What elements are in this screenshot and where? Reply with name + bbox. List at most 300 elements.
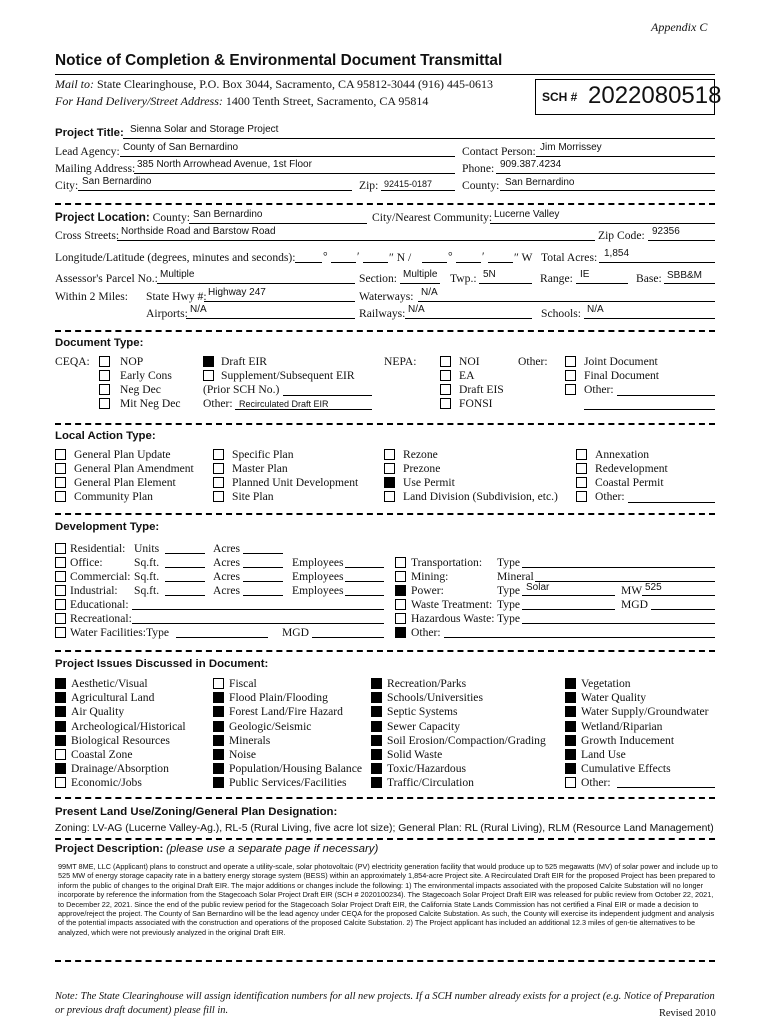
mit-neg-dec-label: Mit Neg Dec [120,397,181,410]
contact-line [536,156,715,157]
issue-recreation-parks-label: Recreation/Parks [387,677,467,690]
issue-septic-systems-label: Septic Systems [387,705,458,719]
trans-type-field[interactable] [522,567,715,568]
section-divider [55,838,715,840]
water-mgd-label: MGD [282,626,310,639]
sp-checkbox[interactable] [213,449,224,460]
cross-line [117,240,595,241]
mw-field[interactable]: 525 [645,582,662,593]
issue-minerals-checkbox[interactable] [213,735,224,746]
power-checkbox[interactable] [395,585,406,596]
lat-deg-symbol: ° [323,250,328,263]
issue-water-supply-groundwater-checkbox[interactable] [565,706,576,717]
ind-acres-field[interactable] [243,595,283,596]
longlat-label: Longitude/Latitude (degrees, minutes and seconds): [55,251,296,264]
residential-label: Residential: [70,542,126,555]
res-acres-label: Acres [213,542,241,555]
haz-type-label: Type [497,612,521,625]
issue-aesthetic-visual-label: Aesthetic/Visual [71,677,148,690]
issue-aesthetic-visual-checkbox[interactable] [55,678,66,689]
section-field[interactable]: Multiple [403,269,438,280]
airports-line [186,318,355,319]
supplement-label: Supplement/Subsequent EIR [221,369,355,382]
mining-label: Mining: [411,570,449,583]
railways-line [405,318,532,319]
power-type-field[interactable]: Solar [526,582,550,593]
pud-checkbox[interactable] [213,477,224,488]
supplement-checkbox[interactable] [203,370,214,381]
apn-field[interactable]: Multiple [160,269,195,280]
issue-fiscal-checkbox[interactable] [213,678,224,689]
description-text[interactable]: 99MT 8ME, LLC (Applicant) plans to construct and operate a utility-scale, solar photovoltaic (PV) electricity generation facility that would produce up to 525 megawatts (MV) of solar power and include up to 525 MW of energy storage capacity rate in a battery energy storage system (BESS) within an approximately 1,854-acre Project site. A Recirculated Draft EIR for the proposed Project has been prepared to inform the public of changes to the original Draft EIR. The major additions or changes include the following: 1) The environmental impacts associated with the proposed Calcite Substation will no longer incorporate by reference the information from the Stagecoach Solar Project Draft EIR (SCH # 2020100234). The Stagecoach Solar Project Draft EIR was released for public review from October 22, 2021, to December 22, 2021. Since the end of the public review period for the Stagecoach Solar Project Draft EIR, the California State Lands Commission has not certified a Final EIR or made a decision to approve/reject the project. The County of San Bernardino will be the lead agency under CEQA for the proposed Calcite Substation. As such, the County will exercise its independent judgment and analysis of the potential impacts associated with the construction and operations of the proposed Calcite Substation. 2) The Project applicant has included an additional 12.3 miles of gen-tie alternatives to be analyzed, which were not previously analyzed in the original Draft EIR. [58,862,718,937]
local-heading: Local Action Type: [55,430,156,442]
section-divider [55,203,715,205]
issue-geologic-seismic-label: Geologic/Seismic [229,719,312,733]
issue-recreation-parks-checkbox[interactable] [371,678,382,689]
ind-employees-field[interactable] [345,595,384,596]
hand-delivery: For Hand Delivery/Street Address: 1400 Tenth Street, Sacramento, CA 95814 [55,94,429,108]
issue-air-quality-checkbox[interactable] [55,706,66,717]
issue-traffic-circulation-checkbox[interactable] [371,777,382,788]
issue-biological-resources-checkbox[interactable] [55,735,66,746]
issue-flood-plain-flooding-checkbox[interactable] [213,692,224,703]
hazardous-label: Hazardous Waste: [411,612,495,625]
other2-label: Other: [518,355,548,368]
draft-eir-checkbox[interactable] [203,356,214,367]
local-other-field[interactable] [628,502,715,503]
hazardous-checkbox[interactable] [395,613,406,624]
redev-label: Redevelopment [595,462,668,475]
mailing-field[interactable]: 385 North Arrowhead Avenue, 1st Floor [137,159,312,170]
issue-schools-universities-label: Schools/Universities [387,691,483,705]
nepa-label: NEPA: [384,355,417,368]
issue-drainage-absorption-label: Drainage/Absorption [71,762,169,776]
issue-vegetation-checkbox[interactable] [565,678,576,689]
issue-public-services-facilities-label: Public Services/Facilities [229,776,347,790]
section-label: Section: [359,272,397,285]
issue-air-quality-label: Air Quality [71,705,125,719]
landuse-text[interactable]: Zoning: LV-AG (Lucerne Valley-Ag.), RL-5 (Rural Living, five acre lot size); General Plan: RL (Rural Living), RLM (Resource Land Management) [55,823,714,834]
land-division-checkbox[interactable] [384,491,395,502]
dev-other-label: Other: [411,626,441,639]
office-sqft-field[interactable] [165,567,205,568]
dev-other-checkbox[interactable] [395,627,406,638]
issue-traffic-circulation-label: Traffic/Circulation [387,776,474,790]
railways-label: Railways: [359,307,406,320]
mp-checkbox[interactable] [213,463,224,474]
twp-line [479,283,532,284]
land-division-label: Land Division (Subdivision, etc.) [403,490,558,503]
issue-minerals-label: Minerals [229,733,271,747]
gpa-checkbox[interactable] [55,463,66,474]
issue-economic-jobs-checkbox[interactable] [55,777,66,788]
office-employees-field[interactable] [345,567,384,568]
mineral-field[interactable] [535,581,715,582]
phone-line [496,173,715,174]
issue-soil-erosion-compaction-grading-label: Soil Erosion/Compaction/Grading [387,733,546,747]
acres-field[interactable]: 1,854 [604,248,630,259]
water-mgd-field[interactable] [312,637,384,638]
issue-agricultural-land-checkbox[interactable] [55,692,66,703]
landuse-heading: Present Land Use/Zoning/General Plan Designation: [55,806,338,818]
issue-coastal-zone-checkbox[interactable] [55,749,66,760]
phone-field[interactable]: 909.387.4234 [500,159,562,170]
neg-dec-checkbox[interactable] [99,384,110,395]
waste-mgd-field[interactable] [651,609,715,610]
annex-label: Annexation [595,448,650,461]
issue-sewer-capacity-checkbox[interactable] [371,721,382,732]
ind-sqft-field[interactable] [165,595,205,596]
contact-label: Contact Person: [462,145,536,158]
rezone-checkbox[interactable] [384,449,395,460]
waste-checkbox[interactable] [395,599,406,610]
hwy-field[interactable]: Highway 247 [208,287,266,298]
city-field[interactable]: San Bernardino [82,176,152,187]
educational-field[interactable] [132,609,384,610]
final-label: Final Document [584,369,660,382]
units-field[interactable] [165,553,205,554]
issue-noise-checkbox[interactable] [213,749,224,760]
cp-checkbox[interactable] [55,491,66,502]
site-plan-checkbox[interactable] [213,491,224,502]
appendix-label: Appendix C [651,20,708,34]
lat-min-symbol: ′ [357,250,360,263]
range-line [576,283,628,284]
doctype-heading: Document Type: [55,337,144,349]
power-label: Power: [411,584,444,597]
zipcode-label: Zip Code: [598,229,645,242]
title-rule [55,74,715,75]
early-cons-label: Early Cons [120,369,172,382]
water-type-field[interactable] [176,637,268,638]
issue-cumulative-effects-checkbox[interactable] [565,763,576,774]
issue-solid-waste-checkbox[interactable] [371,749,382,760]
hwy-label: State Hwy #: [146,290,207,303]
base-field[interactable]: SBB&M [667,270,703,281]
comm-acres-label: Acres [213,570,241,583]
issue-solid-waste-label: Solid Waste [387,748,443,761]
description-heading: Project Description: (please use a separate page if necessary) [55,843,379,855]
airports-label: Airports: [146,307,188,320]
long-sec-symbol: ″ W [514,251,533,264]
issue-toxic-hazardous-checkbox[interactable] [371,763,382,774]
zip-line [381,190,455,191]
educational-checkbox[interactable] [55,599,66,610]
issue-wetland-riparian-checkbox[interactable] [565,721,576,732]
section-divider [55,797,715,799]
sch-number[interactable]: 2022080518 [588,82,722,109]
haz-type-field[interactable] [522,623,715,624]
prezone-label: Prezone [403,462,441,475]
twp-field[interactable]: 5N [483,269,496,280]
location-county-line [189,223,367,224]
annex-checkbox[interactable] [576,449,587,460]
mit-neg-dec-checkbox[interactable] [99,398,110,409]
waste-mgd-label: MGD [621,598,649,611]
county-label: County: [462,179,500,192]
hwy-line [204,301,355,302]
prior-sch-field[interactable] [283,395,372,396]
waterways-line [418,301,715,302]
redev-checkbox[interactable] [576,463,587,474]
office-sqft-label: Sq.ft. [134,556,160,569]
lat-deg-field[interactable] [295,262,322,263]
ind-employees-label: Employees [292,584,344,597]
trans-type-label: Type [497,556,521,569]
ea-checkbox[interactable] [440,370,451,381]
zipcode-line [648,240,715,241]
doctype-other-field[interactable]: Recirculated Draft EIR [239,399,329,409]
gpa-label: General Plan Amendment [74,462,194,475]
office-acres-field[interactable] [243,567,283,568]
issue-forest-land-fire-hazard-label: Forest Land/Fire Hazard [229,705,343,719]
location-county-field[interactable]: San Bernardino [193,209,263,220]
location-heading: Project Location: County: [55,211,190,224]
section-line [400,283,440,284]
waste-type-label: Type [497,598,521,611]
draft-eis-label: Draft EIS [459,383,504,396]
comm-sqft-field[interactable] [165,581,205,582]
apn-line [157,283,355,284]
use-permit-label: Use Permit [403,476,455,489]
community-field[interactable]: Lucerne Valley [494,209,560,220]
long-deg-symbol: ° [448,250,453,263]
footer-note: Note: The State Clearinghouse will assign identification numbers for all new projects. If a SCH number already exists for a project (e.g. Notice of Preparation or previous draft document) please fill in. [55,991,715,1016]
waste-label: Waste Treatment: [411,598,493,611]
mining-checkbox[interactable] [395,571,406,582]
issue-biological-resources-label: Biological Resources [71,733,170,747]
coastal-label: Coastal Permit [595,476,664,489]
revised-label: Revised 2010 [659,1008,716,1019]
nop-checkbox[interactable] [99,356,110,367]
lead-agency-label: Lead Agency: [55,145,120,158]
rezone-label: Rezone [403,448,438,461]
local-other-label: Other: [595,490,625,503]
draft-eis-checkbox[interactable] [440,384,451,395]
acres-label: Total Acres: [541,251,598,264]
project-title-field[interactable]: Sienna Solar and Storage Project [130,124,279,135]
comm-acres-field[interactable] [243,581,283,582]
recreational-checkbox[interactable] [55,613,66,624]
office-checkbox[interactable] [55,557,66,568]
issue-growth-inducement-label: Growth Inducement [581,733,675,747]
issue-archeological-historical-checkbox[interactable] [55,721,66,732]
coastal-checkbox[interactable] [576,477,587,488]
prior-sch-label: (Prior SCH No.) [203,383,280,396]
sch-label: SCH # [542,90,578,104]
comm-employees-field[interactable] [345,581,384,582]
water-label: Water Facilities:Type [70,626,170,639]
joint-checkbox[interactable] [565,356,576,367]
city-line [78,190,352,191]
mineral-label: Mineral [497,570,534,583]
recreational-label: Recreational: [70,612,132,625]
water-checkbox[interactable] [55,627,66,638]
noi-checkbox[interactable] [440,356,451,367]
lat-sec-field[interactable] [363,262,388,263]
community-label: City/Nearest Community: [372,211,493,224]
range-label: Range: [540,272,573,285]
issue-land-use-label: Land Use [581,748,626,761]
res-acres-field[interactable] [243,553,283,554]
community-line [490,223,715,224]
schools-line [584,318,715,319]
final-checkbox[interactable] [565,370,576,381]
issue-economic-jobs-label: Economic/Jobs [71,776,142,790]
twp-label: Twp.: [450,272,477,285]
transportation-label: Transportation: [411,556,483,569]
doctype-other-label: Other: [203,397,233,410]
office-label: Office: [70,556,103,569]
mail-to: Mail to: State Clearinghouse, P.O. Box 3044, Sacramento, CA 95812-3044 (916) 445-0613 [55,77,493,91]
issue-septic-systems-checkbox[interactable] [371,706,382,717]
project-title-label: Project Title: [55,127,124,139]
railways-field[interactable]: N/A [408,304,425,315]
issue-vegetation-label: Vegetation [581,677,631,690]
gpu-label: General Plan Update [74,448,171,461]
section-divider [55,650,715,652]
long-deg-field[interactable] [422,262,447,263]
residential-checkbox[interactable] [55,543,66,554]
prezone-checkbox[interactable] [384,463,395,474]
issue-growth-inducement-checkbox[interactable] [565,735,576,746]
mailing-label: Mailing Address: [55,162,136,175]
issue-wetland-riparian-label: Wetland/Riparian [581,719,663,733]
issue-other-field[interactable] [617,787,715,788]
office-employees-label: Employees [292,556,344,569]
issue-water-quality-checkbox[interactable] [565,692,576,703]
schools-field[interactable]: N/A [587,304,604,315]
issue-flood-plain-flooding-label: Flood Plain/Flooding [229,691,328,705]
power-type-line [522,595,615,596]
recreational-field[interactable] [132,623,384,624]
long-min-field[interactable] [456,262,481,263]
section-divider [55,423,715,425]
nop-label: NOP [120,355,144,368]
issue-fiscal-label: Fiscal [229,677,257,690]
gpu-checkbox[interactable] [55,449,66,460]
comm-sqft-label: Sq.ft. [134,570,160,583]
cross-label: Cross Streets: [55,229,120,242]
issue-forest-land-fire-hazard-checkbox[interactable] [213,706,224,717]
county-line [500,190,715,191]
city-label: City: [55,179,79,192]
issue-other-checkbox[interactable] [565,777,576,788]
mp-label: Master Plan [232,462,288,475]
sch-box [535,79,722,115]
commercial-checkbox[interactable] [55,571,66,582]
issue-drainage-absorption-checkbox[interactable] [55,763,66,774]
issue-population-housing-balance-checkbox[interactable] [213,763,224,774]
doctype-other-line [235,409,372,410]
pud-label: Planned Unit Development [232,476,359,489]
range-field[interactable]: IE [580,269,590,280]
acres-line [599,262,715,263]
other3-field[interactable] [617,395,715,396]
use-permit-checkbox[interactable] [384,477,395,488]
cross-field[interactable]: Northside Road and Barstow Road [121,226,276,237]
noi-label: NOI [459,355,480,368]
fonsi-label: FONSI [459,397,493,410]
local-other-checkbox[interactable] [576,491,587,502]
early-cons-checkbox[interactable] [99,370,110,381]
zipcode-field[interactable]: 92356 [652,226,680,237]
waste-type-field[interactable] [522,609,615,610]
industrial-checkbox[interactable] [55,585,66,596]
issue-toxic-hazardous-label: Toxic/Hazardous [387,762,467,776]
issue-noise-label: Noise [229,748,257,761]
ceqa-label: CEQA: [55,355,90,368]
joint-label: Joint Document [584,355,658,368]
site-plan-label: Site Plan [232,490,274,503]
zip-label: Zip: [359,179,379,192]
comm-employees-label: Employees [292,570,344,583]
county-field[interactable]: San Bernardino [505,177,575,188]
issue-coastal-zone-label: Coastal Zone [71,748,133,761]
power-type-label: Type [497,584,521,597]
industrial-label: Industrial: [70,584,118,597]
long-sec-field[interactable] [488,262,513,263]
sp-label: Specific Plan [232,448,294,461]
section-divider [55,960,715,962]
dev-heading: Development Type: [55,521,160,533]
office-acres-label: Acres [213,556,241,569]
issue-soil-erosion-compaction-grading-checkbox[interactable] [371,735,382,746]
contact-field[interactable]: Jim Morrissey [540,142,602,153]
within-label: Within 2 Miles: [55,290,128,303]
base-label: Base: [636,272,662,285]
apn-label: Assessor's Parcel No.: [55,272,158,285]
waterways-label: Waterways: [359,290,414,303]
zip-field[interactable]: 92415-0187 [384,179,433,189]
gpe-checkbox[interactable] [55,477,66,488]
issue-land-use-checkbox[interactable] [565,749,576,760]
fonsi-checkbox[interactable] [440,398,451,409]
lat-sec-symbol: ″ N / [389,251,412,264]
issue-schools-universities-checkbox[interactable] [371,692,382,703]
other3-field-2[interactable] [584,409,715,410]
neg-dec-label: Neg Dec [120,383,161,396]
issue-geologic-seismic-checkbox[interactable] [213,721,224,732]
lat-min-field[interactable] [331,262,356,263]
mw-line [642,595,715,596]
ea-label: EA [459,369,475,382]
base-line [664,283,715,284]
airports-field[interactable]: N/A [190,304,207,315]
commercial-label: Commercial: [70,570,131,583]
transportation-checkbox[interactable] [395,557,406,568]
issue-archeological-historical-label: Archeological/Historical [71,719,186,733]
issue-water-supply-groundwater-label: Water Supply/Groundwater [581,705,709,719]
educational-label: Educational: [70,598,129,611]
waterways-field[interactable]: N/A [421,287,438,298]
dev-other-field[interactable] [444,637,715,638]
issue-agricultural-land-label: Agricultural Land [71,691,155,705]
mw-label: MW [621,584,643,597]
issue-population-housing-balance-label: Population/Housing Balance [229,762,362,776]
ind-sqft-label: Sq.ft. [134,584,160,597]
mailing-line [134,173,455,174]
ind-acres-label: Acres [213,584,241,597]
lead-agency-field[interactable]: County of San Bernardino [123,142,239,153]
cp-label: Community Plan [74,490,153,503]
section-divider [55,513,715,515]
issue-public-services-facilities-checkbox[interactable] [213,777,224,788]
schools-label: Schools: [541,307,581,320]
form-title: Notice of Completion & Environmental Document Transmittal [55,52,503,69]
long-min-symbol: ′ [482,250,485,263]
other3-checkbox[interactable] [565,384,576,395]
